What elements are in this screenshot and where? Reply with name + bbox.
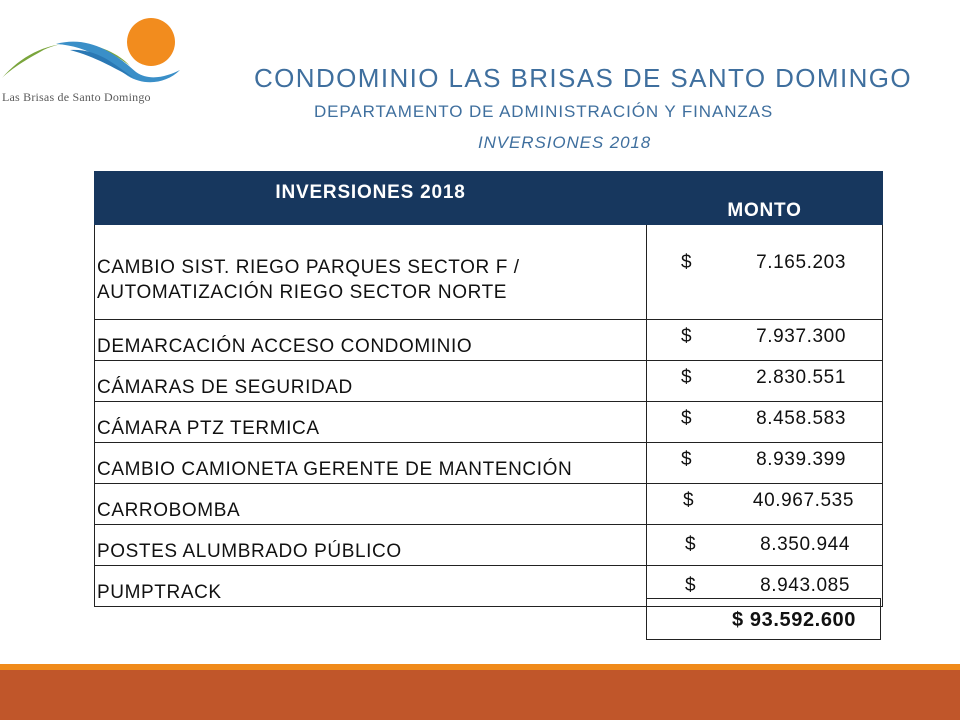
amount-value: 7.165.203	[756, 252, 846, 273]
row-description: POSTES ALUMBRADO PÚBLICO	[95, 525, 647, 566]
table-row	[95, 525, 883, 566]
investments-table	[94, 171, 883, 607]
row-description: PUMPTRACK	[95, 566, 647, 607]
row-description: CÁMARA PTZ TERMICA	[95, 402, 647, 443]
row-description: CAMBIO CAMIONETA GERENTE DE MANTENCIÓN	[95, 443, 647, 484]
row-amount	[647, 443, 883, 484]
sun-icon	[127, 18, 175, 66]
amount-value: 8.458.583	[756, 408, 846, 429]
row-amount	[647, 320, 883, 361]
currency-symbol: $	[681, 367, 693, 388]
table-row	[95, 484, 883, 525]
row-amount	[647, 525, 883, 566]
table-header-row	[95, 172, 883, 225]
row-description: CARROBOMBA	[95, 484, 647, 525]
row-amount	[647, 361, 883, 402]
page-subtitle-year: INVERSIONES 2018	[478, 133, 652, 152]
currency-symbol: $	[685, 575, 697, 596]
column-header-amount: MONTO	[647, 172, 883, 225]
table-row	[95, 443, 883, 484]
currency-symbol: $	[685, 534, 697, 555]
total-box	[646, 598, 881, 640]
row-amount	[647, 225, 883, 320]
logo	[0, 8, 190, 103]
column-header-description: INVERSIONES 2018	[95, 172, 647, 225]
currency-symbol: $	[681, 252, 693, 273]
table-row	[95, 320, 883, 361]
amount-value: 40.967.535	[752, 490, 854, 511]
amount-value: 8.939.399	[756, 449, 846, 470]
row-description: DEMARCACIÓN ACCESO CONDOMINIO	[95, 320, 647, 361]
page-title: CONDOMINIO LAS BRISAS DE SANTO DOMINGO	[253, 63, 913, 93]
table-row	[95, 225, 883, 320]
footer-bar	[0, 670, 960, 720]
page-subtitle: DEPARTAMENTO DE ADMINISTRACIÓN Y FINANZAS	[314, 102, 774, 121]
logo-text: Las Brisas de Santo Domingo	[2, 90, 151, 104]
table-row	[95, 361, 883, 402]
currency-symbol: $	[681, 449, 693, 470]
row-description: CÁMARAS DE SEGURIDAD	[95, 361, 647, 402]
table-row	[95, 402, 883, 443]
condominio-logo-icon	[0, 8, 190, 94]
row-description-line2: AUTOMATIZACIÓN RIEGO SECTOR NORTE	[97, 282, 508, 303]
row-amount	[647, 402, 883, 443]
amount-value: 8.350.944	[760, 534, 850, 555]
amount-value: 7.937.300	[756, 326, 846, 347]
amount-value: 2.830.551	[756, 367, 846, 388]
row-amount	[647, 484, 883, 525]
currency-symbol: $	[681, 408, 693, 429]
amount-value: 8.943.085	[760, 575, 850, 596]
total-amount: $ 93.592.600	[732, 609, 856, 631]
currency-symbol: $	[681, 326, 693, 347]
row-description	[95, 225, 647, 320]
row-description-line1: CAMBIO SIST. RIEGO PARQUES SECTOR F /	[97, 257, 520, 278]
currency-symbol: $	[683, 490, 695, 511]
